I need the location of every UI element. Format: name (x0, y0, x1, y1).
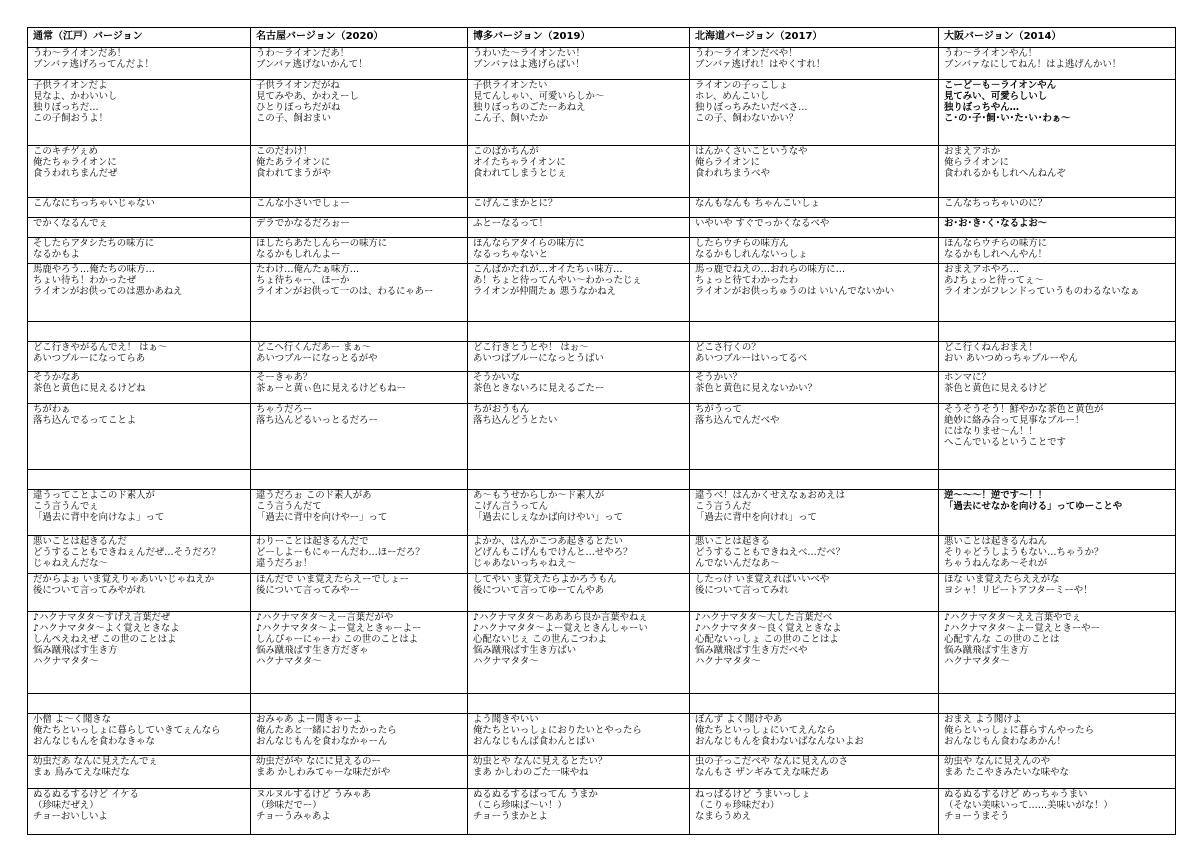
table-cell: こんばかたれが…オイたちぃ味方… あ！ちょと待ってんやい～わかったじぇ ライオンが仲間たぁ 悪うなかねえ (468, 264, 690, 322)
table-row (28, 470, 1176, 490)
dialect-comparison-table (27, 27, 1176, 835)
table-cell: このばかちんが オイたちゃライオンに 食われてしまうとじぇ (468, 146, 690, 198)
table-cell: 幼虫とや なんに見えるとたい？ まあ かしわのごた一味やね (468, 756, 690, 789)
table-cell: いやいや すぐでっかくなるべや (690, 218, 939, 238)
table-cell: 違うだろぉ このド素人があ こう言うんだて 「過去に背中を向けやー」って (251, 490, 468, 536)
table-cell: ちがわぁ 落ち込んでるってことよ (28, 404, 251, 470)
table-cell: ライオンの子っこしょ ホレ、めんこいし 独りぼっちみたいだべさ… この子、飼わないかい？ (690, 80, 939, 146)
table-cell (690, 322, 939, 342)
table-cell (939, 470, 1176, 490)
table-cell: 小僧 よ～く聞きな 俺たちといっしょに暮らしていきてぇんなら おんなじもんを食わなきゃな (28, 714, 251, 756)
table-row (28, 238, 1176, 264)
table-cell: どこ行くねんおまえ！ おい あいつめっちゃブルーやん (939, 342, 1176, 372)
table-cell (28, 694, 251, 714)
table-cell: 違うべ！はんかくせえなぁおめえは こう言うんだ 「過去に背中を向けれ」って (690, 490, 939, 536)
table-cell: ふとーなるって！ (468, 218, 690, 238)
table-cell: 悪いことは起きる どうすることもできねえべ…だべ？ んでないんだなあ～ (690, 536, 939, 574)
table-cell: 幼虫だあ なんに見えたんでぇ まぁ 鳥みてえな味だな (28, 756, 251, 789)
table-cell: でかくなるんでぇ (28, 218, 251, 238)
table-cell (468, 694, 690, 714)
column-header: 博多バージョン（2019） (468, 28, 690, 48)
table-cell: うわいた～ライオンたい！ ブンバァはよ逃げらばい！ (468, 48, 690, 80)
table-cell: ♪ハクナマタタ～ええ言葉やでぇ ♪ハクナマタタ～よー覚えときーやー 心配すんな この世のことは 悩み蹴飛ばす生き方 ハクナマタタ～ (939, 612, 1176, 694)
table-cell: よかか、はんかこつあ起きるとたい どげんもこげんもでけんと…せやろ？ じゃあないっちゃねえ～ (468, 536, 690, 574)
table-cell: うわ～ライオンだあ！ ブンバァ逃げろってんだよ！ (28, 48, 251, 80)
table-cell: だからよぉ いま覚えりゃあいいじゃねえか 後について言ってみやがれ (28, 574, 251, 612)
table-cell: ♪ハクナマタタ～あああら良か言葉やねぇ ♪ハクナマタタ～よー覚えときんしゃーい 心配ないじぇ この世んこつわよ 悩み蹴飛ばす生き方ばい ハクナマタタ～ (468, 612, 690, 694)
table-cell: そしたらアタシたちの味方に なるかもよ (28, 238, 251, 264)
table-cell: 幼虫だがや なにに見えるのー まあ かしわみてゃーな味だがや (251, 756, 468, 789)
table-cell: わりーことは起きるんだで どーしよーもにゃーんだわ…ほーだろ？ 違うだろぉ！ (251, 536, 468, 574)
table-cell: あ～もうせからしか～ド素人が こげん言うってん 「過去にしぇなかば向けやい」って (468, 490, 690, 536)
table-cell: ホンマに？ 茶色と黄色に見えるけど (939, 372, 1176, 404)
table-cell: ちがうって 落ち込んでんだべや (690, 404, 939, 470)
table-cell: こげんこまかとに？ (468, 198, 690, 218)
table-cell: そうかなあ 茶色と黄色に見えるけどね (28, 372, 251, 404)
table-cell (251, 470, 468, 490)
table-cell: こんなちっちゃいのに？ (939, 198, 1176, 218)
table-cell: うわ～ライオンだべや！ ブンバァ逃げれ！はやくすれ！ (690, 48, 939, 80)
table-cell: どこ行きやがるんでえ！ はぁ～ あいつブルーになってらあ (28, 342, 251, 372)
table-cell: そーきゃあ？ 茶ぁーと黄ぃ色に見えるけどもねー (251, 372, 468, 404)
table-cell: うわ～ライオンだあ！ ブンバァ逃げないかんて！ (251, 48, 468, 80)
table-cell: 子供ライオンたい 見てんしゃい、可愛いらしか～ 独りぼっちのごたーあねえ こん子、飼いたか (468, 80, 690, 146)
column-header: 北海道バージョン（2017） (690, 28, 939, 48)
table-cell: ♪ハクナマタタ～大した言葉だべ ♪ハクナマタタ～良く覚えときなよ 心配ないっしょ この世のことはよ 悩み蹴飛ばす生き方だべや ハクナマタタ～ (690, 612, 939, 694)
table-cell: 子供ライオンだよ 見なよ、かわいいし 独りぼっちだ… この子飼おうよ！ (28, 80, 251, 146)
table-cell: お･お･き･く･なるよお～ (939, 218, 1176, 238)
table-cell: ちがおうもん 落ち込んどうとたい (468, 404, 690, 470)
table-cell: 悪いことは起きるんだ どうすることもできねぇんだぜ…そうだろ？ じゃねえんだな～ (28, 536, 251, 574)
table-cell: してやい ま覚えたらよかろうもん 後について言ってゆーてんやあ (468, 574, 690, 612)
table-cell: こんな小さいでしょー (251, 198, 468, 218)
table-cell: ほしたらあたしんらーの味方に なるかもしれんよー (251, 238, 468, 264)
table-cell: 虫の子っこだべや なんに見えんのさ なんもさ ザンギみてえな味だあ (690, 756, 939, 789)
table-cell: そうかいな 茶色ときないろに見えるごたー (468, 372, 690, 404)
table-cell (251, 694, 468, 714)
table-body (28, 28, 1176, 835)
table-cell: よう聞きやいい 俺たちといっしょにおりたいとやったら おんなじもんば食わんとばい (468, 714, 690, 756)
table-cell: どこ行きとうとや！ はぉ～ あいつばブルーになっとうばい (468, 342, 690, 372)
table-row (28, 612, 1176, 694)
table-cell: ほんならアタイらの味方に なるっちゃないと (468, 238, 690, 264)
table-cell: おまえアホやろ… あ♪ちょっと待ってぇ～ ライオンがフレンドっていうものわるないなぁ (939, 264, 1176, 322)
header-row (28, 28, 1176, 48)
table-row (28, 218, 1176, 238)
table-cell: こんなにちっちゃいじゃない (28, 198, 251, 218)
table-cell: どこさ行くの？ あいつブルーはいってるべ (690, 342, 939, 372)
table-row (28, 80, 1176, 146)
table-row (28, 198, 1176, 218)
table-cell (468, 470, 690, 490)
table-row (28, 694, 1176, 714)
table-row (28, 48, 1176, 80)
table-cell (468, 322, 690, 342)
table-cell: このだわけ！ 俺たあライオンに 食われてまうがや (251, 146, 468, 198)
table-cell: ぬるぬるするけど イケる （珍味だぜえ） チョーおいしいよ (28, 789, 251, 835)
table-cell (939, 322, 1176, 342)
table-cell (690, 694, 939, 714)
table-cell: 違うってことよこのド素人が こう言うんでぇ 「過去に背中を向けなよ」って (28, 490, 251, 536)
table-cell: どこへ行くんだあー まぁ～ あいつブルーになっとるがや (251, 342, 468, 372)
table-cell: したらウチらの味方ん なるかもしれんないっしょ (690, 238, 939, 264)
table-cell: ぼんず よく聞けやあ 俺たちといっしょにいてえんなら おんなじもんを食わないばなんないよお (690, 714, 939, 756)
table-cell: はんかくさいこというなや 俺らライオンに 食われちまうべや (690, 146, 939, 198)
column-header: 名古屋バージョン（2020） (251, 28, 468, 48)
table-cell: 馬鹿やろう…俺たちの味方… ちょい待ち！わかったぜ ライオンがお供ってのは悪かあねえ (28, 264, 251, 322)
table-row (28, 146, 1176, 198)
table-row (28, 490, 1176, 536)
table-cell: ねっぱるけど うまいっしょ （こりゃ珍味だわ） なまらうめえ (690, 789, 939, 835)
table-cell: たわけ…俺んたぁ味方… ちょ待ちゃー、ほーか ライオンがお供って一のは、わるにゃあー (251, 264, 468, 322)
table-row (28, 714, 1176, 756)
table-cell: したっけ いま覚えればいいべや 後について言ってみれ (690, 574, 939, 612)
table-cell (28, 322, 251, 342)
table-cell: おみゃあ よー聞きゃーよ 俺んたあと一緒におりたかったら おんなじもんを食わなかゃーん (251, 714, 468, 756)
table-cell: ほな いま覚えたらええがな ヨシャ！リピートアフターミーや！ (939, 574, 1176, 612)
table-cell (251, 322, 468, 342)
table-cell: そうかい？ 茶色と黄色に見えないかい？ (690, 372, 939, 404)
table-row (28, 342, 1176, 372)
table-cell: このキチゲぇめ 俺たちゃライオンに 食うわれちまんだぜ (28, 146, 251, 198)
table-cell: ♪ハクナマタタ～すげえ言葉だぜ ♪ハクナマタタ～よく覚えときなよ しんぺえねえぜ この世のことはよ 悩み蹴飛ばす生き方 ハクナマタタ～ (28, 612, 251, 694)
table-cell: ヌルヌルするけど うみゃあ （珍味だでー） チョーうみゃあよ (251, 789, 468, 835)
table-cell: おまえアホか 俺らライオンに 食われるかもしれへんねんぞ (939, 146, 1176, 198)
column-header: 大阪バージョン（2014） (939, 28, 1176, 48)
table-cell: 幼虫や なんに見えんのや まあ たこやきみたいな味やな (939, 756, 1176, 789)
table-cell: ちゃうだろー 落ち込んどるいっとるだろー (251, 404, 468, 470)
table-cell: 馬っ鹿でねえの…おれらの味方に… ちょっと待てわかったわ ライオンがお供っちゅうのは いいんでないかい (690, 264, 939, 322)
table-cell: なんもなんも ちゃんこいしょ (690, 198, 939, 218)
table-row (28, 404, 1176, 470)
column-header: 通常（江戸）バージョン (28, 28, 251, 48)
table-row (28, 536, 1176, 574)
table-cell (690, 470, 939, 490)
table-row (28, 574, 1176, 612)
table-cell: そうそうそう！鮮やかな茶色と黄色が 絶妙に絡み合って見事なブルー！ にはなりませ～ん！！ へこんでいるということです (939, 404, 1176, 470)
table-row (28, 756, 1176, 789)
table-cell: 悪いことは起きるんねん そりゃどうしようもない…ちゃうか？ ちゃうねんなあ～それが (939, 536, 1176, 574)
table-row (28, 372, 1176, 404)
table-cell: 子供ライオンだがね 見てみやあ、かわえーし ひとりぼっちだがね この子、飼おまい (251, 80, 468, 146)
table-row (28, 264, 1176, 322)
table-cell: ぬるぬるするばってん うまか （こら珍味ば～い！） チョーうまかとよ (468, 789, 690, 835)
table-cell: ほんだで いま覚えたらえーでしょー 後について言ってみやー (251, 574, 468, 612)
table-row (28, 789, 1176, 835)
table-cell: こーど－も－ライオンやん 見てみい、可愛らしいし 独りぼっちやん… こ･の･子･飼･い･た･い･わぁ～ (939, 80, 1176, 146)
table-cell: デラでかなるだろぉー (251, 218, 468, 238)
table-row (28, 322, 1176, 342)
table-cell: ほんならウチらの味方に なるかもしれへんやん！ (939, 238, 1176, 264)
table-cell: おまえ よう聞けよ 俺らといっしょに暮らすんやったら おんなじもん食わなあかん！ (939, 714, 1176, 756)
table-cell: うわ～ライオンやん！ ブンバァなにしてねん！はよ逃げんかい！ (939, 48, 1176, 80)
table-cell: 逆～～～！逆です～！！ 「過去にせなかを向ける」ってゆーことや (939, 490, 1176, 536)
table-cell (28, 470, 251, 490)
table-cell (939, 694, 1176, 714)
table-cell: ♪ハクナマタタ～えー言葉だがや ♪ハクナマタタ～よー覚えときゃーよー しんぴゃーにゃーわ この世のことはよ 悩み蹴飛ばす生き方だぎゃ ハクナマタタ～ (251, 612, 468, 694)
table-cell: ぬるぬるするけど めっちゃうまい （そない美味いって……美味いがな！） チョーうまそう (939, 789, 1176, 835)
